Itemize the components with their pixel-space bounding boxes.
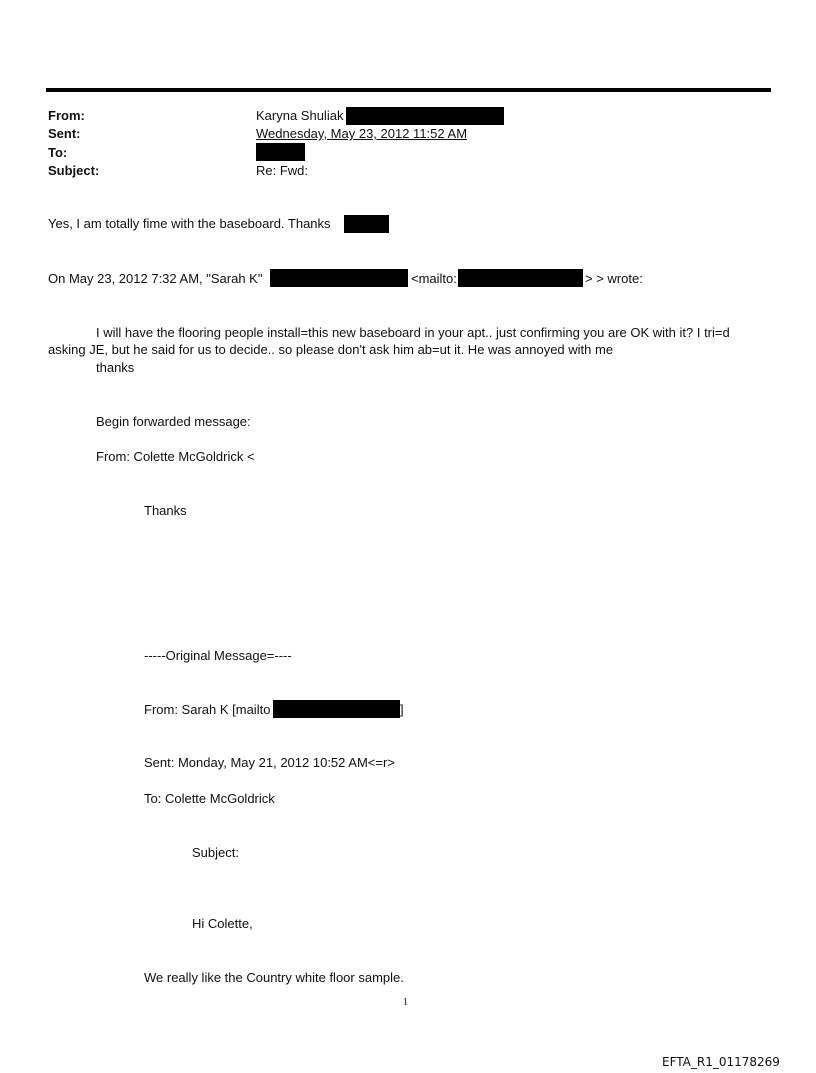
quoted-paragraph-line-1: I will have the flooring people install=this new baseboard in your apt.. just confirming you are OK with it? I tri=d	[96, 325, 730, 340]
reply-text	[48, 216, 331, 231]
quote-suffix: > > wrote:	[585, 271, 643, 286]
to-label: To:	[48, 145, 68, 160]
original-from-suffix: ]	[400, 702, 404, 717]
document-id-footer: EFTA_R1_01178269	[662, 1055, 780, 1069]
reply-line: Yes, I am totally fime with the baseboard. Thanks	[48, 216, 331, 231]
sent-value: Wednesday, May 23, 2012 11:52 AM	[256, 126, 468, 141]
page-number: 1	[403, 997, 408, 1008]
quoted-paragraph-line-2: asking JE, but he said for us to decide.. so please don't ask him ab=ut it. He was annoyed with me	[48, 342, 614, 357]
header-rule	[46, 88, 771, 92]
subject-value: Re: Fwd:	[256, 163, 309, 178]
original-to: To: Colette McGoldrick	[144, 791, 275, 806]
quote-mailto: <mailto:	[411, 271, 457, 286]
redaction-original-email	[273, 700, 400, 718]
redaction-from-email	[346, 107, 504, 125]
original-subject: Subject:	[192, 845, 239, 860]
redaction-sender-email	[270, 269, 408, 287]
from-value: Karyna Shuliak	[256, 108, 344, 123]
redaction-mailto-email	[458, 269, 583, 287]
greeting: Hi Colette,	[192, 916, 253, 931]
forwarded-thanks: Thanks	[144, 503, 187, 518]
subject-label: Subject:	[48, 163, 100, 178]
last-body-line: We really like the Country white floor sample.	[144, 970, 404, 985]
quoted-thanks: thanks	[96, 360, 135, 375]
begin-forwarded-label: Begin forwarded message:	[96, 414, 251, 429]
redaction-to	[256, 143, 305, 161]
redaction-reply-name	[344, 215, 389, 233]
forwarded-from: From: Colette McGoldrick <	[96, 449, 255, 464]
original-from-prefix: From: Sarah K [mailto	[144, 702, 271, 717]
original-sent: Sent: Monday, May 21, 2012 10:52 AM<=r>	[144, 755, 395, 770]
quote-attribution-prefix: On May 23, 2012 7:32 AM, "Sarah K"	[48, 271, 263, 286]
from-label: From:	[48, 108, 85, 123]
original-message-separator: -----Original Message=----	[144, 648, 292, 663]
sent-label: Sent:	[48, 126, 81, 141]
